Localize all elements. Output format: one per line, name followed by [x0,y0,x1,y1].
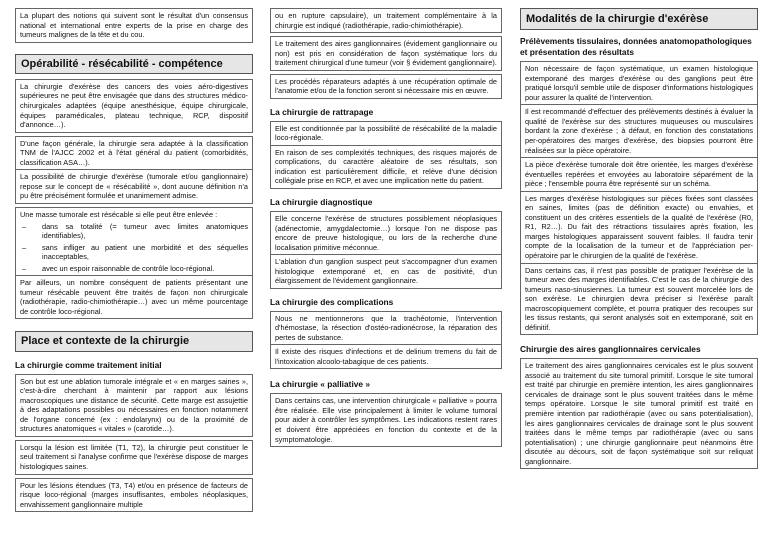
traitement-initial-box [15,374,253,437]
divider [271,344,501,345]
column-right [520,8,758,472]
section-title-place-contexte: Place et contexte de la chirurgie [15,331,253,351]
operabilite-box-1 [15,79,253,133]
paragraph: Par ailleurs, un nombre conséquent de patients présentant une tumeur résécable peuvent être traités de façon non chirurgicale (radiothérapie, radio-chimiothérapie…) avec un même pourcentage de contrôle loco-régional. [20,278,248,316]
list-item: – avec un espoir raisonnable de contrôle loco-régional. [20,264,248,274]
paragraph: Il existe des risques d'infections et de delirium tremens du fait de l'intoxication alcoolo-tabagique de ces patients. [275,347,497,366]
paragraph: Son but est une ablation tumorale intégrale et « en marges saines », c'est-à-dire cherchant à maintenir par rapport aux lésions macroscopiques une distance de sécurité. Cette marge est assujettie à des adaptations possibles ou nécessaires en fonction notamment de l'organe concerné (ex : endolarynx) ou de la proximité de structures anatomiques « vitales » (carotide…). [20,376,248,434]
divider [16,275,252,276]
subsection-title-palliative: La chirurgie « palliative » [270,379,371,390]
subsection-title-traitement-initial: La chirurgie comme traitement initial [15,359,162,370]
paragraph: Non nécessaire de façon systématique, un examen histologique extemporané des marges d'exérèse ou des ganglions peut être pratiqué lorsqu'il semble utile de disposer d'informations histologiques pour assurer la qualité de l'intervention. [525,64,753,102]
paragraph: Les procédés réparateurs adaptés à une récupération optimale de l'anatomie et/ou de la fonction seront si nécessaire mis en œuvre. [275,76,497,96]
traitement-initial-box-2 [15,440,253,475]
complications-box [270,311,502,370]
column-middle [270,8,502,450]
paragraph: Les marges d'exérèse histologiques sur pièces fixées sont classées en saines, limites (pas de définition exacte) ou envahies, et constituent un des critères essentiels de la qualité de l'exérèse (R0, R1, R2…). Du fait des rétractions tissulaires après fixation, les marges histologiques apparaissent souvent faibles. Il faudra tenir compte de la localisation de la tumeur et de l'appréciation per-opératoire par le chirurgien de la qualité de l'exérèse. [525,193,753,260]
intro-box [15,8,253,43]
paragraph: Une masse tumorale est résécable si elle peut être enlevée : [20,209,218,219]
rattrapage-box [270,121,502,189]
subsection-title-complications: La chirurgie des complications [270,296,394,307]
subsection-title-diagnostique: La chirurgie diagnostique [270,197,373,208]
resecable-list [20,222,248,274]
subsection-title-aires-ganglionnaires: Chirurgie des aires ganglionnaires cervicales [520,344,701,355]
paragraph: Le traitement des aires ganglionnaires (évidement ganglionnaire ou non) est pris en considération de façon systématique lors du traitement chirurgical d'une tumeur (voir § évidement ganglionnaire). [275,39,497,68]
paragraph: Il est recommandé d'effectuer des prélèvements destinés à évaluer la qualité de l'exérèse sur des structures muqueuses ou musculaires bordant la zone d'exérèse ; à défaut, en fonction des constatations per-opératoires des marges d'exérèse, des biopsies pourront être réalisées sur la pièce opératoire. [525,107,753,155]
section-title-modalites: Modalités de la chirurgie d'exérèse [520,8,758,30]
paragraph: L'ablation d'un ganglion suspect peut s'accompagner d'un examen histologique extemporané et, en cas de positivité, d'un élargissement de l'évidement ganglionnaire. [275,257,497,286]
list-item: – dans sa totalité (= tumeur avec limites anatomiques identifiables), [20,222,248,241]
subsection-title-prelevements: Prélèvements tissulaires, données anatomopathologiques et présentation des résultats [520,36,752,58]
resecable-box [15,207,253,319]
paragraph: Nous ne mentionnerons que la trachéotomie, l'intervention d'hémostase, la résection d'ostéo-radionécrose, la réparation des pertes de substance. [275,313,497,342]
prelevements-box [520,61,758,335]
diagnostique-box [270,211,502,289]
paragraph: Elle est conditionnée par la possibilité de résécabilité de la maladie loco-régionale. [275,123,497,143]
divider [521,104,757,105]
traitement-initial-box-3 [15,478,253,513]
divider [16,169,252,170]
paragraph: Elle concerne l'exérèse de structures possiblement néoplasiques (adénectomie, amygdalectomie…) lorsque l'on ne dispose pas encore de preuve histologique, ou lors de la recherche d'une localisation primitive méconnue. [275,213,497,252]
divider [271,145,501,146]
section-title-operabilite: Opérabilité - résécabilité - compétence [15,54,253,74]
ganglion-box [270,36,502,71]
divider [521,263,757,264]
paragraph: Lorsqu la lésion est limitée (T1, T2), la chirurgie peut constituer le seul traitement si l'analyse confirme que l'exérèse dispose de marges histologiques saines. [20,442,248,472]
operabilite-box-2 [15,136,253,204]
divider [271,254,501,255]
subsection-title-rattrapage: La chirurgie de rattrapage [270,106,374,117]
paragraph: Dans certains cas, il n'est pas possible de pratiquer l'exérèse de la tumeur avec des marges identifiables. C'est le cas de la chirurgie des tumeurs naso-sinusiennes. La tumeur est souvent morcelée lors de son exérèse. Le chirurgien devra préciser si l'exérèse paraît macroscopiquement complète, et pourra pratiquer des recoupes sur les tissus restants, qui seront analysés soit en extemporané, soit en définitif. [525,265,753,332]
paragraph: La pièce d'exérèse tumorale doit être orientée, les marges d'exérèse éventuelles repérées et envoyées au laboratoire séparément de la pièce ; l'ensemble pourra être représenté sur un schéma. [525,160,753,189]
paragraph: Pour les lésions étendues (T3, T4) et/ou en présence de facteurs de risque loco-régional (marges insuffisantes, emboles néoplasiques, envahissement ganglionnaire multiple [20,480,248,509]
paragraph: D'une façon générale, la chirurgie sera adaptée à la classification TNM de l'AJCC 2002 et à l'état général du patient (comorbidités, classification ASA…). [20,138,248,167]
divider [521,191,757,192]
column-left [15,8,253,515]
paragraph: En raison de ses complexités techniques, des risques majorés de complications, du caractère aléatoire de ses résultats, son indication est particulièrement difficile, et relève d'une décision collégiale prise en RCP, et avec une implication nette du patient. [275,147,497,186]
paragraph: La possibilité de chirurgie d'exérèse (tumorale et/ou ganglionnaire) repose sur le concept de « résécabilité », dont aucune définition n'a pu être précisément formulée et unanimement admise. [20,172,248,201]
continuation-box [270,8,502,33]
reparateur-box [270,74,502,99]
palliative-box [270,393,502,447]
paragraph: Dans certains cas, une intervention chirurgicale « palliative » pourra être réalisée. Elle vise principalement à limiter le volume tumoral pour aider à contrôler les symptômes. Les indications restent rares et doivent être appréciées en fonction du contexte et de la symptomatologie. [275,396,497,444]
paragraph: Le traitement des aires ganglionnaires cervicales est le plus souvent associé au traitement du site tumoral primitif. Lorsque le site tumoral est traité par chirurgie en première intention, les aires ganglionnaires cervicales de drainage sont le plus souvent traitées dans le même temps opératoire. Lorsque le site tumoral primitif est traité en première intention par radiothérapie (avec ou sans potentialisation), les aires ganglionnaires cervicales de drainage sont le plus souvent traitées dans le même temps par radiothérapie (avec ou sans potentialisation) ; une chirurgie ganglionnaire peut néanmoins être discutée au décours, soit de façon systématique soit sur reliquat ganglionnaire. [525,361,753,466]
list-item: – sans infliger au patient une morbidité et des séquelles inacceptables, [20,243,248,262]
intro-text: La plupart des notions qui suivent sont le résultat d'un consensus national et international entre experts de la prise en charge des tumeurs malignes de la tête et du cou. [20,11,248,40]
divider [521,157,757,158]
aires-ganglionnaires-box [520,358,758,469]
paragraph: La chirurgie d'exérèse des cancers des voies aéro-digestives supérieures ne peut être envisagée que dans des structures médico-chirurgicales adaptées (équipe anesthésique, équipe chirurgicale, équipes paramédicales, plateau technique, RCP, dispositif d'annonce…). [20,81,248,130]
paragraph: ou en rupture capsulaire), un traitement complémentaire à la chirurgie est indiqué (radiothérapie, radio-chimiothérapie). [275,11,497,30]
